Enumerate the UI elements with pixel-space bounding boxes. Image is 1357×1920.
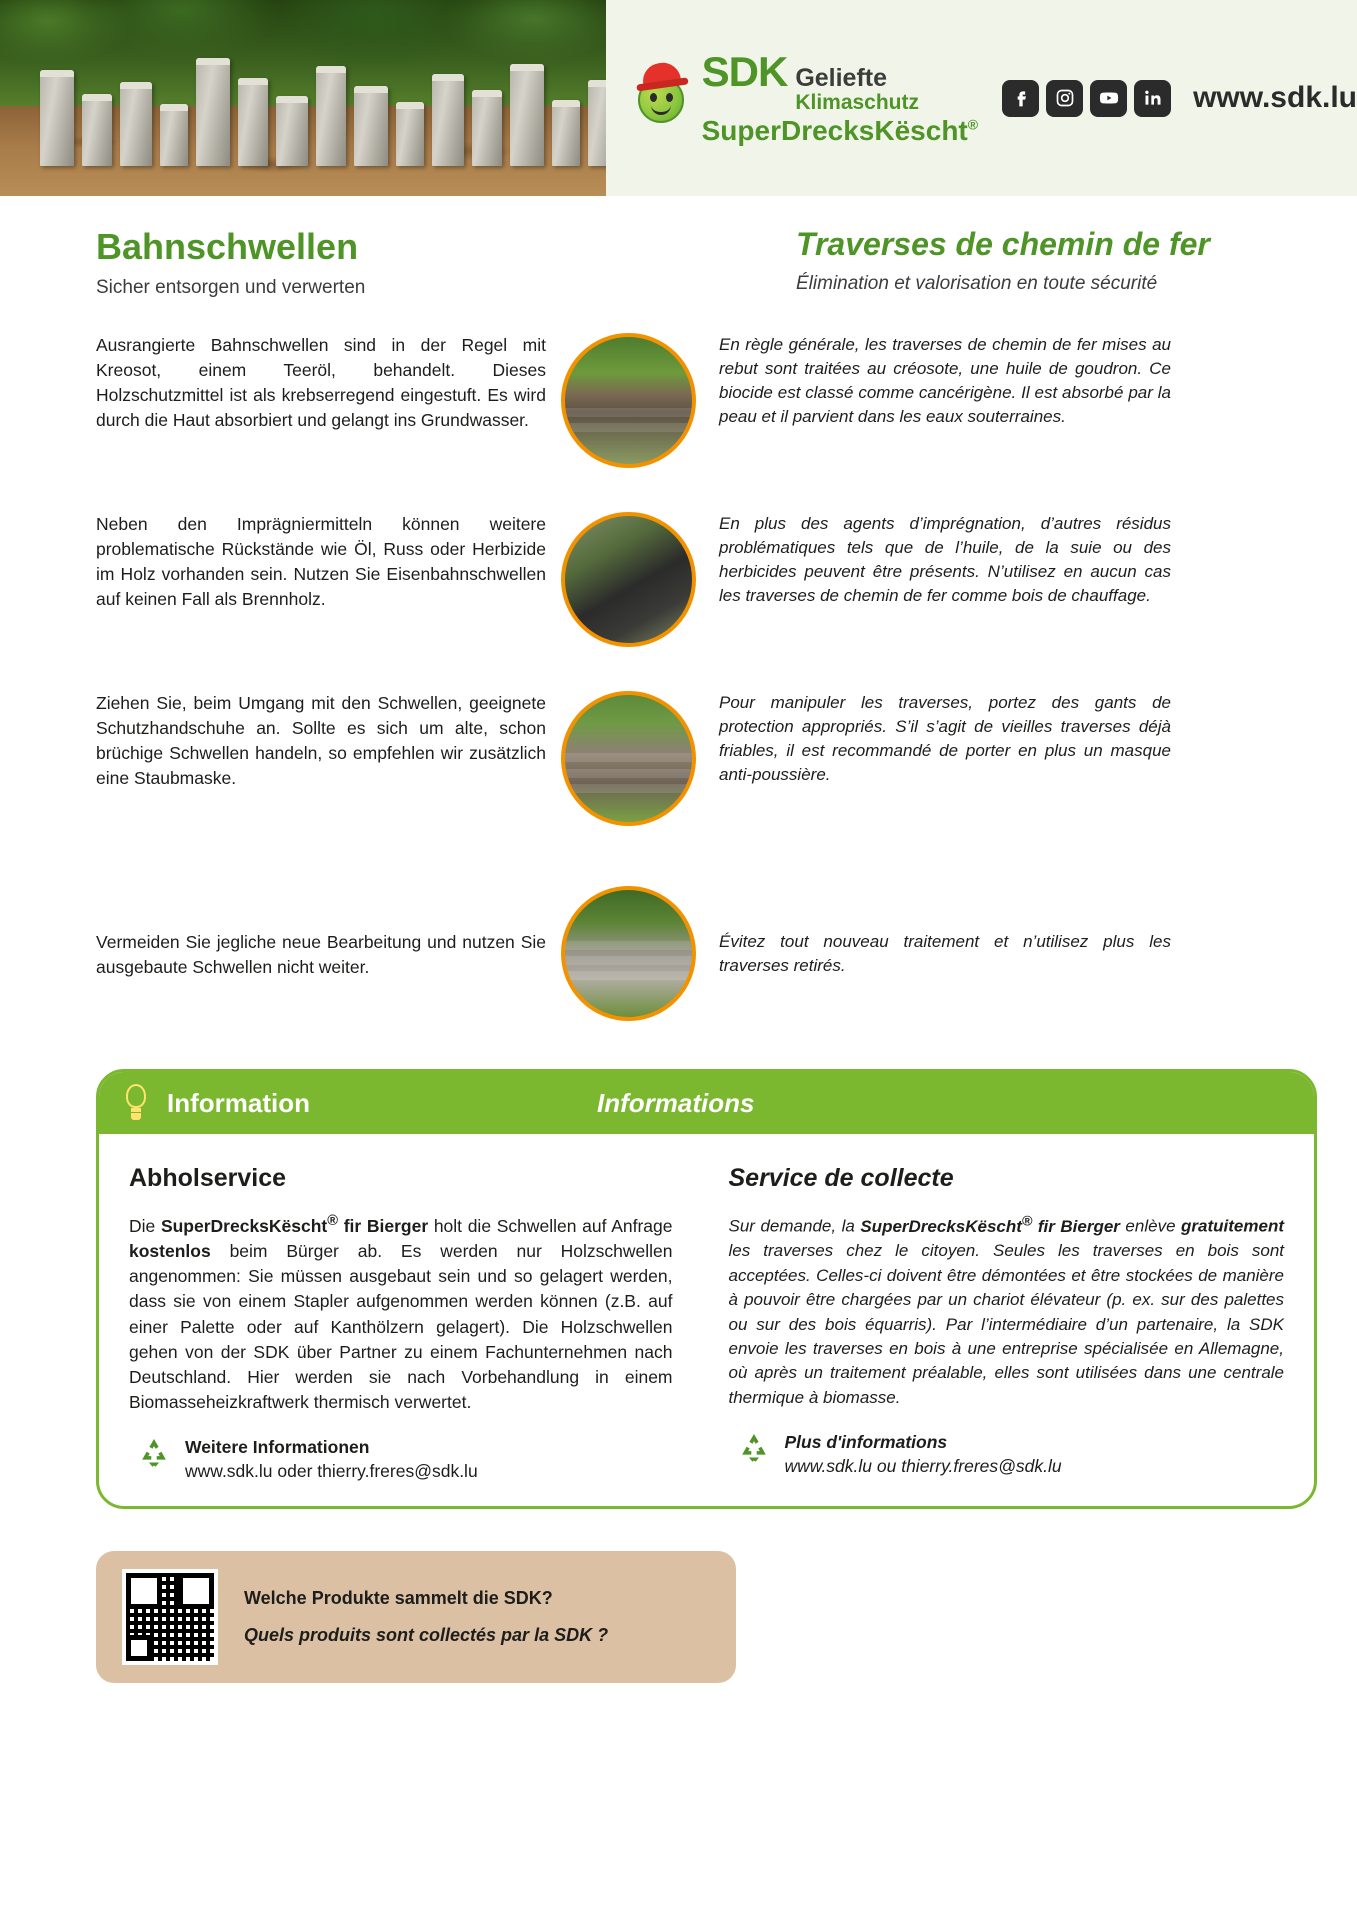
- row-image-wrap: [546, 691, 711, 826]
- content-row: [96, 886, 1317, 1021]
- sdk-clown-logo-icon: [630, 57, 692, 139]
- sdk-abbrev: SDK: [701, 48, 788, 96]
- row-image-wrap: [546, 333, 711, 468]
- more-info-title-de: Weitere Informationen: [185, 1437, 370, 1458]
- row-text-fr: Évitez tout nouveau traitement et n’utilisez plus les traverses retirés.: [719, 932, 1171, 976]
- information-heading-de: Information: [167, 1087, 310, 1118]
- qr-callout[interactable]: [96, 1551, 736, 1683]
- row-text-de: Neben den Imprägniermitteln können weitere problematische Rückstände wie Öl, Russ oder Herbizide im Holz vorhanden sein. Nutzen Sie Eisenbahnschwellen auf keinen Fall als Brennholz.: [96, 514, 546, 609]
- content-row: [96, 512, 1317, 647]
- recycling-icon: [137, 1437, 171, 1469]
- linkedin-icon[interactable]: [1134, 80, 1171, 117]
- more-info-de[interactable]: [129, 1437, 673, 1482]
- information-panel-header: [99, 1072, 1314, 1134]
- facebook-icon[interactable]: [1002, 80, 1039, 117]
- row-text-de: Ausrangierte Bahnschwellen sind in der Regel mit Kreosot, einem Teeröl, behandelt. Dieses Holzschutzmittel ist als krebserregend eingestuft. Es wird durch die Haut absorbiert und gelangt ins Grundwasser.: [96, 335, 546, 430]
- information-column-fr: [707, 1156, 1285, 1482]
- brand-name: SuperDrecksKëscht®: [701, 114, 979, 146]
- brand-text: [701, 48, 979, 146]
- abholservice-paragraph: Die SuperDrecksKëscht® fir Bierger holt die Schwellen auf Anfrage kostenlos beim Bürger ab. Es werden nur Holzschwellen angenommen: Sie müssen ausgebaut sein und so gelagert werden, dass sie von einem Stapler aufgenommen werden können (z.B. auf einer Palette oder auf Kanthölzern gelagert). Die Holzschwellen gehen von der SDK über Partner zu einem Fachunternehmen nach Deutschland. Hier werden sie nach Vorbehandlung in einem Biomasseheizkraftwerk thermisch verwertet.: [129, 1213, 673, 1413]
- lightbulb-icon: [123, 1084, 149, 1122]
- row-text-de: Vermeiden Sie jegliche neue Bearbeitung und nutzen Sie ausgebaute Schwellen nicht weiter.: [96, 932, 546, 977]
- qr-code-icon[interactable]: [122, 1569, 218, 1665]
- information-heading-fr: Informations: [597, 1087, 755, 1118]
- header-photo: [0, 0, 606, 196]
- information-panel-body: [99, 1134, 1314, 1506]
- photo-schwellen-beet: [561, 691, 696, 826]
- title-column-fr: [696, 226, 1316, 299]
- content-rows: [0, 299, 1357, 1021]
- brand-bar: [606, 0, 1357, 196]
- qr-question-fr: Quels produits sont collectés par la SDK ?: [244, 1625, 609, 1646]
- row-text-fr: En plus des agents d’imprégnation, d’autres résidus problématiques tels que de l’huile, de la suie ou des herbicides peuvent être présents. N’utilisez en aucun cas les traverses de chemin de fer comme bois de chauffage.: [719, 514, 1171, 606]
- brand-url[interactable]: www.sdk.lu: [1193, 81, 1357, 114]
- row-text-de: Ziehen Sie, beim Umgang mit den Schwellen, geeignete Schutzhandschuhe an. Sollte es sich um alte, schon brüchige Schwellen handeln, so empfehlen wir zusätzlich eine Staubmaske.: [96, 693, 546, 788]
- page-title-de: Bahnschwellen: [96, 226, 359, 267]
- social-icons: [1002, 80, 1171, 117]
- photo-schwellen-abdeckung: [561, 512, 696, 647]
- service-collecte-heading: Service de collecte: [728, 1164, 954, 1192]
- header-photo-posts: [0, 36, 606, 166]
- content-row: [96, 691, 1317, 826]
- more-info-link-de[interactable]: www.sdk.lu oder thierry.freres@sdk.lu: [185, 1461, 478, 1482]
- qr-callout-text: [244, 1588, 608, 1646]
- content-row: [96, 333, 1317, 468]
- brand-claim-line2: Klimaschutz: [795, 90, 920, 114]
- instagram-icon[interactable]: [1046, 80, 1083, 117]
- abholservice-heading: Abholservice: [129, 1164, 287, 1192]
- information-panel: [96, 1069, 1317, 1509]
- page-title-fr: Traverses de chemin de fer: [796, 226, 1210, 262]
- photo-schwellen-mauer: [561, 333, 696, 468]
- more-info-link-fr[interactable]: www.sdk.lu ou thierry.freres@sdk.lu: [784, 1456, 1062, 1477]
- titles-section: [0, 196, 1357, 299]
- row-image-wrap: [546, 512, 711, 647]
- title-column-de: [96, 226, 696, 299]
- more-info-title-fr: Plus d'informations: [784, 1432, 948, 1453]
- row-text-fr: Pour manipuler les traverses, portez des gants de protection appropriés. S’il s’agit de vieilles traverses déjà friables, il est recommandé de porter en plus un masque anti-poussière.: [719, 693, 1171, 785]
- row-text-fr: En règle générale, les traverses de chemin de fer mises au rebut sont traitées au créosote, une huile de goudron. Ce biocide est classé comme cancérigène. Il est absorbé par la peau et il parvient dans les eaux souterraines.: [719, 335, 1171, 427]
- information-column-de: [129, 1156, 707, 1482]
- qr-question-de: Welche Produkte sammelt die SDK?: [244, 1588, 553, 1609]
- brand-claim-line1: Geliefte: [795, 64, 888, 93]
- page-subtitle-fr: Élimination et valorisation en toute sécurité: [796, 273, 1158, 294]
- youtube-icon[interactable]: [1090, 80, 1127, 117]
- service-collecte-paragraph: Sur demande, la SuperDrecksKëscht® fir Bierger enlève gratuitement les traverses chez le citoyen. Seules les traverses en bois sont acceptées. Celles-ci doivent être démontées et être stockées de manière à pouvoir être chargées par un chariot élévateur (p. ex. sur des palettes ou sur des bois équarris). Par l’intermédiaire d’un partenaire, la SDK envoie les traverses en bois à une entreprise spécialisée en Allemagne, où après un traitement préalable, elles sont utilisées dans une centrale thermique à biomasse.: [728, 1213, 1285, 1407]
- row-image-wrap: [546, 886, 711, 1021]
- more-info-fr[interactable]: [729, 1432, 1285, 1477]
- photo-schwellen-treppe: [561, 886, 696, 1021]
- page-subtitle-de: Sicher entsorgen und verwerten: [96, 277, 366, 298]
- page-header: [0, 0, 1357, 196]
- recycling-icon: [737, 1432, 771, 1464]
